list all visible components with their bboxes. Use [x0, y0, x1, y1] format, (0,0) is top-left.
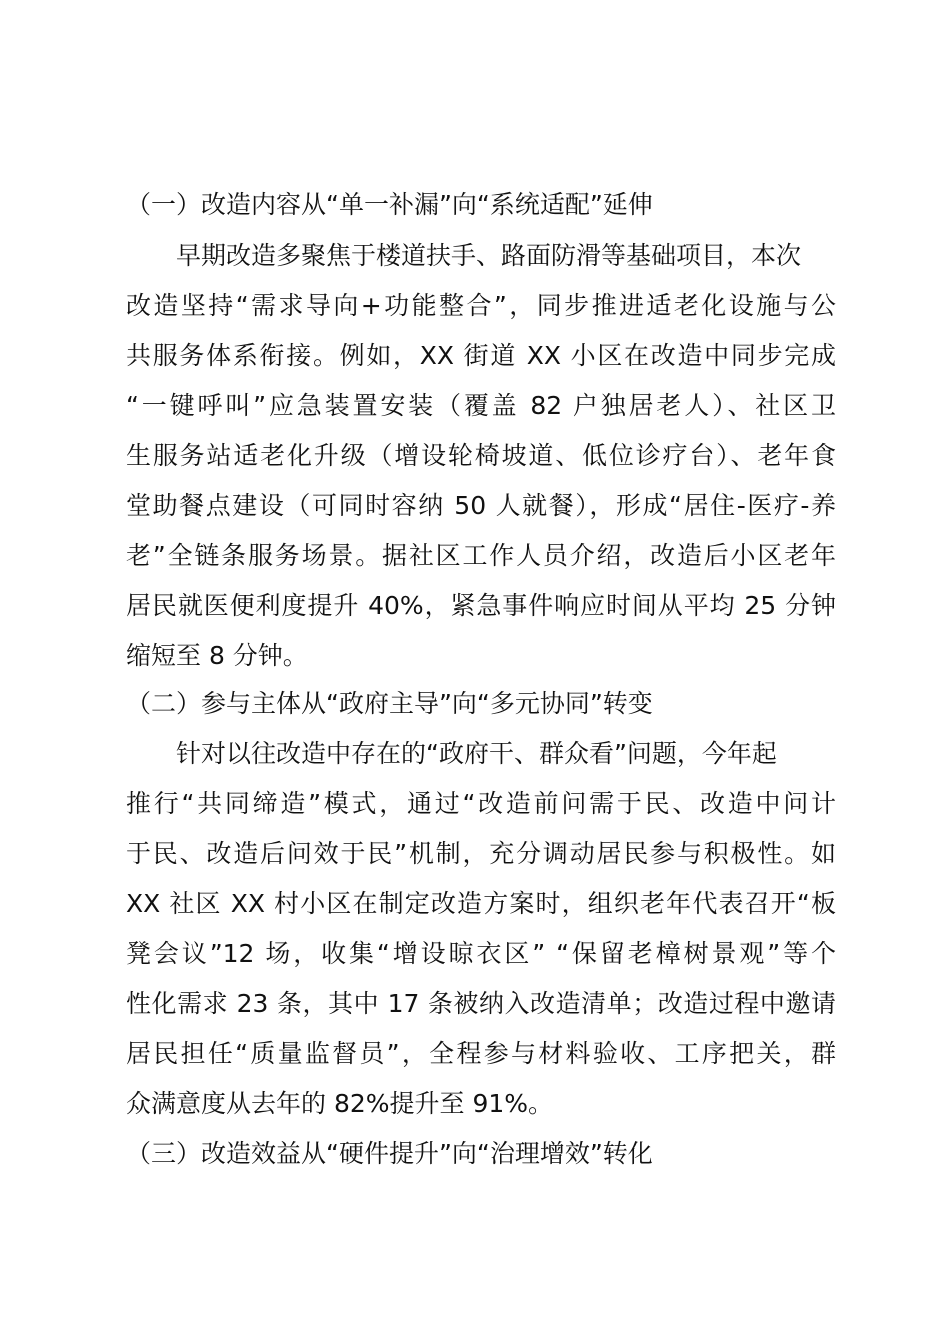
paragraph-line: 众满意度从去年的 82%提升至 91%。 — [126, 1089, 554, 1118]
section-heading-3: （三）改造效益从“硬件提升”向“治理增效”转化 — [126, 1139, 653, 1168]
paragraph-line: 改造坚持“需求导向+功能整合”，同步推进适老化设施与公 — [126, 291, 836, 320]
paragraph-line: 推行“共同缔造”模式，通过“改造前问需于民、改造中问计 — [126, 789, 836, 818]
paragraph-line: XX 社区 XX 村小区在制定改造方案时，组织老年代表召开“板 — [126, 889, 836, 918]
paragraph-line: 老”全链条服务场景。据社区工作人员介绍，改造后小区老年 — [126, 541, 836, 570]
paragraph-line: 居民就医便利度提升 40%，紧急事件响应时间从平均 25 分钟 — [126, 591, 836, 620]
paragraph-line: 早期改造多聚焦于楼道扶手、路面防滑等基础项目，本次 — [176, 241, 802, 270]
paragraph-line: 共服务体系衔接。例如，XX 街道 XX 小区在改造中同步完成 — [126, 341, 836, 370]
paragraph-line: 生服务站适老化升级（增设轮椅坡道、低位诊疗台）、老年食 — [126, 441, 836, 470]
paragraph-line: “一键呼叫”应急装置安装（覆盖 82 户独居老人）、社区卫 — [126, 391, 836, 420]
paragraph-line: 居民担任“质量监督员”，全程参与材料验收、工序把关，群 — [126, 1039, 836, 1068]
paragraph-line: 堂助餐点建设（可同时容纳 50 人就餐），形成“居住-医疗-养 — [126, 491, 836, 520]
paragraph-line: 缩短至 8 分钟。 — [126, 641, 308, 670]
section-heading-2: （二）参与主体从“政府主导”向“多元协同”转变 — [126, 689, 653, 718]
paragraph-line: 性化需求 23 条，其中 17 条被纳入改造清单；改造过程中邀请 — [126, 989, 836, 1018]
section-heading-1: （一）改造内容从“单一补漏”向“系统适配”延伸 — [126, 190, 653, 219]
paragraph-line: 凳会议”12 场，收集“增设晾衣区” “保留老樟树景观”等个 — [126, 939, 836, 968]
paragraph-line: 于民、改造后问效于民”机制，充分调动居民参与积极性。如 — [126, 839, 836, 868]
paragraph-line: 针对以往改造中存在的“政府干、群众看”问题，今年起 — [176, 739, 777, 768]
